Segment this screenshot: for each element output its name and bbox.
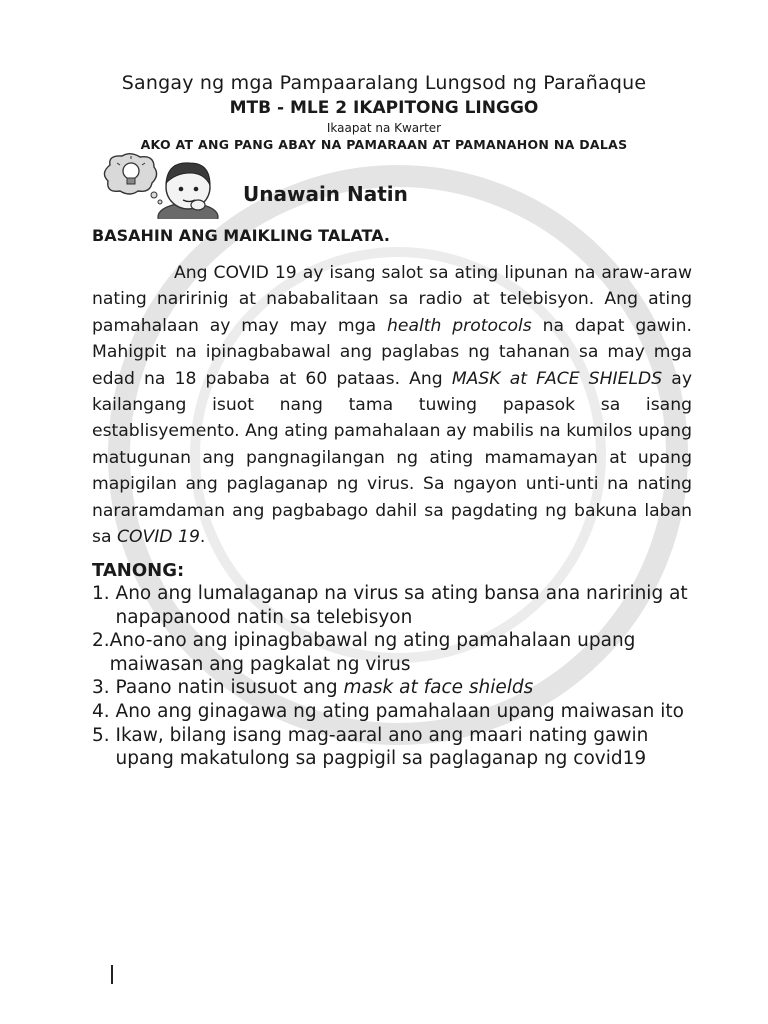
question-number: 3.	[92, 677, 116, 699]
question-text: Ano-ano ang ipinagbabawal ng ating pamahalaan upang maiwasan ang pagkalat ng virus	[109, 630, 636, 675]
page-mark	[111, 965, 113, 984]
question-text-wrap	[116, 676, 692, 700]
subject-week-title: MTB - MLE 2 IKAPITONG LINGGO	[229, 98, 539, 118]
question-number: 4.	[92, 700, 116, 722]
question-number: 1.	[92, 583, 116, 604]
section-title: Unawain Natin	[243, 182, 408, 206]
question-item	[92, 582, 692, 629]
question-text: Ano ang lumalaganap na virus sa ating bansa ana naririnig at napapanood natin sa telebisyon	[115, 583, 688, 628]
question-item	[92, 700, 692, 724]
paragraph-text: Ang COVID 19 ay isang salot sa ating lipunan na araw-araw nating naririnig at nababalitaan sa radio at telebisyon. Ang ating pamahalaan ay may may mga	[92, 263, 692, 336]
question-text: Paano natin isusuot ang	[115, 677, 344, 699]
question-list	[92, 582, 692, 771]
reading-instruction: BASAHIN ANG MAIKLING TALATA.	[92, 226, 390, 245]
question-number: 2.	[92, 630, 110, 652]
lesson-topic: AKO AT ANG PANG ABAY NA PAMARAAN AT PAMANAHON NA DALAS	[140, 137, 628, 152]
paragraph-emphasis: health protocols	[386, 315, 532, 336]
question-emphasis: mask at face shields	[343, 677, 534, 699]
paragraph-text: .	[199, 527, 206, 548]
reading-paragraph	[92, 260, 692, 550]
question-item	[92, 629, 692, 676]
question-number: 5.	[92, 724, 116, 746]
question-text: Ikaw, bilang isang mag-aaral ano ang maari nating gawin upang makatulong sa pagpigil sa paglaganap ng covid19	[115, 724, 649, 770]
paragraph-emphasis: COVID 19	[116, 527, 200, 548]
paragraph-text: na dapat gawin. Mahigpit na ipinagbabawal ang paglabas ng tahanan sa may mga edad na 18 pababa at 60 pataas. Ang	[92, 315, 692, 389]
question-item	[92, 724, 692, 771]
question-text: Ano ang ginagawa ng ating pamahalaan upang maiwasan ito	[115, 700, 684, 722]
division-header: Sangay ng mga Pampaaralang Lungsod ng Parañaque	[121, 72, 647, 94]
paragraph-text: ay kailangang isuot nang tama tuwing papasok sa isang establisyemento. Ang ating pamahalaan ay mabilis na kumilos upang matugunan ang pangnagilangan ng ating mamamayan at upang mapigilan ang paglaganap ng virus. Sa ngayon unti-unti na nating nararamdaman ang pagbabago dahil sa pagdating ng bakuna laban sa	[92, 368, 692, 548]
quarter-label: Ikaapat na Kwarter	[326, 121, 442, 135]
question-item	[92, 676, 692, 700]
questions-title: TANONG:	[92, 560, 185, 581]
thinking-child-icon	[100, 153, 224, 219]
paragraph-emphasis: MASK at FACE SHIELDS	[451, 368, 663, 389]
